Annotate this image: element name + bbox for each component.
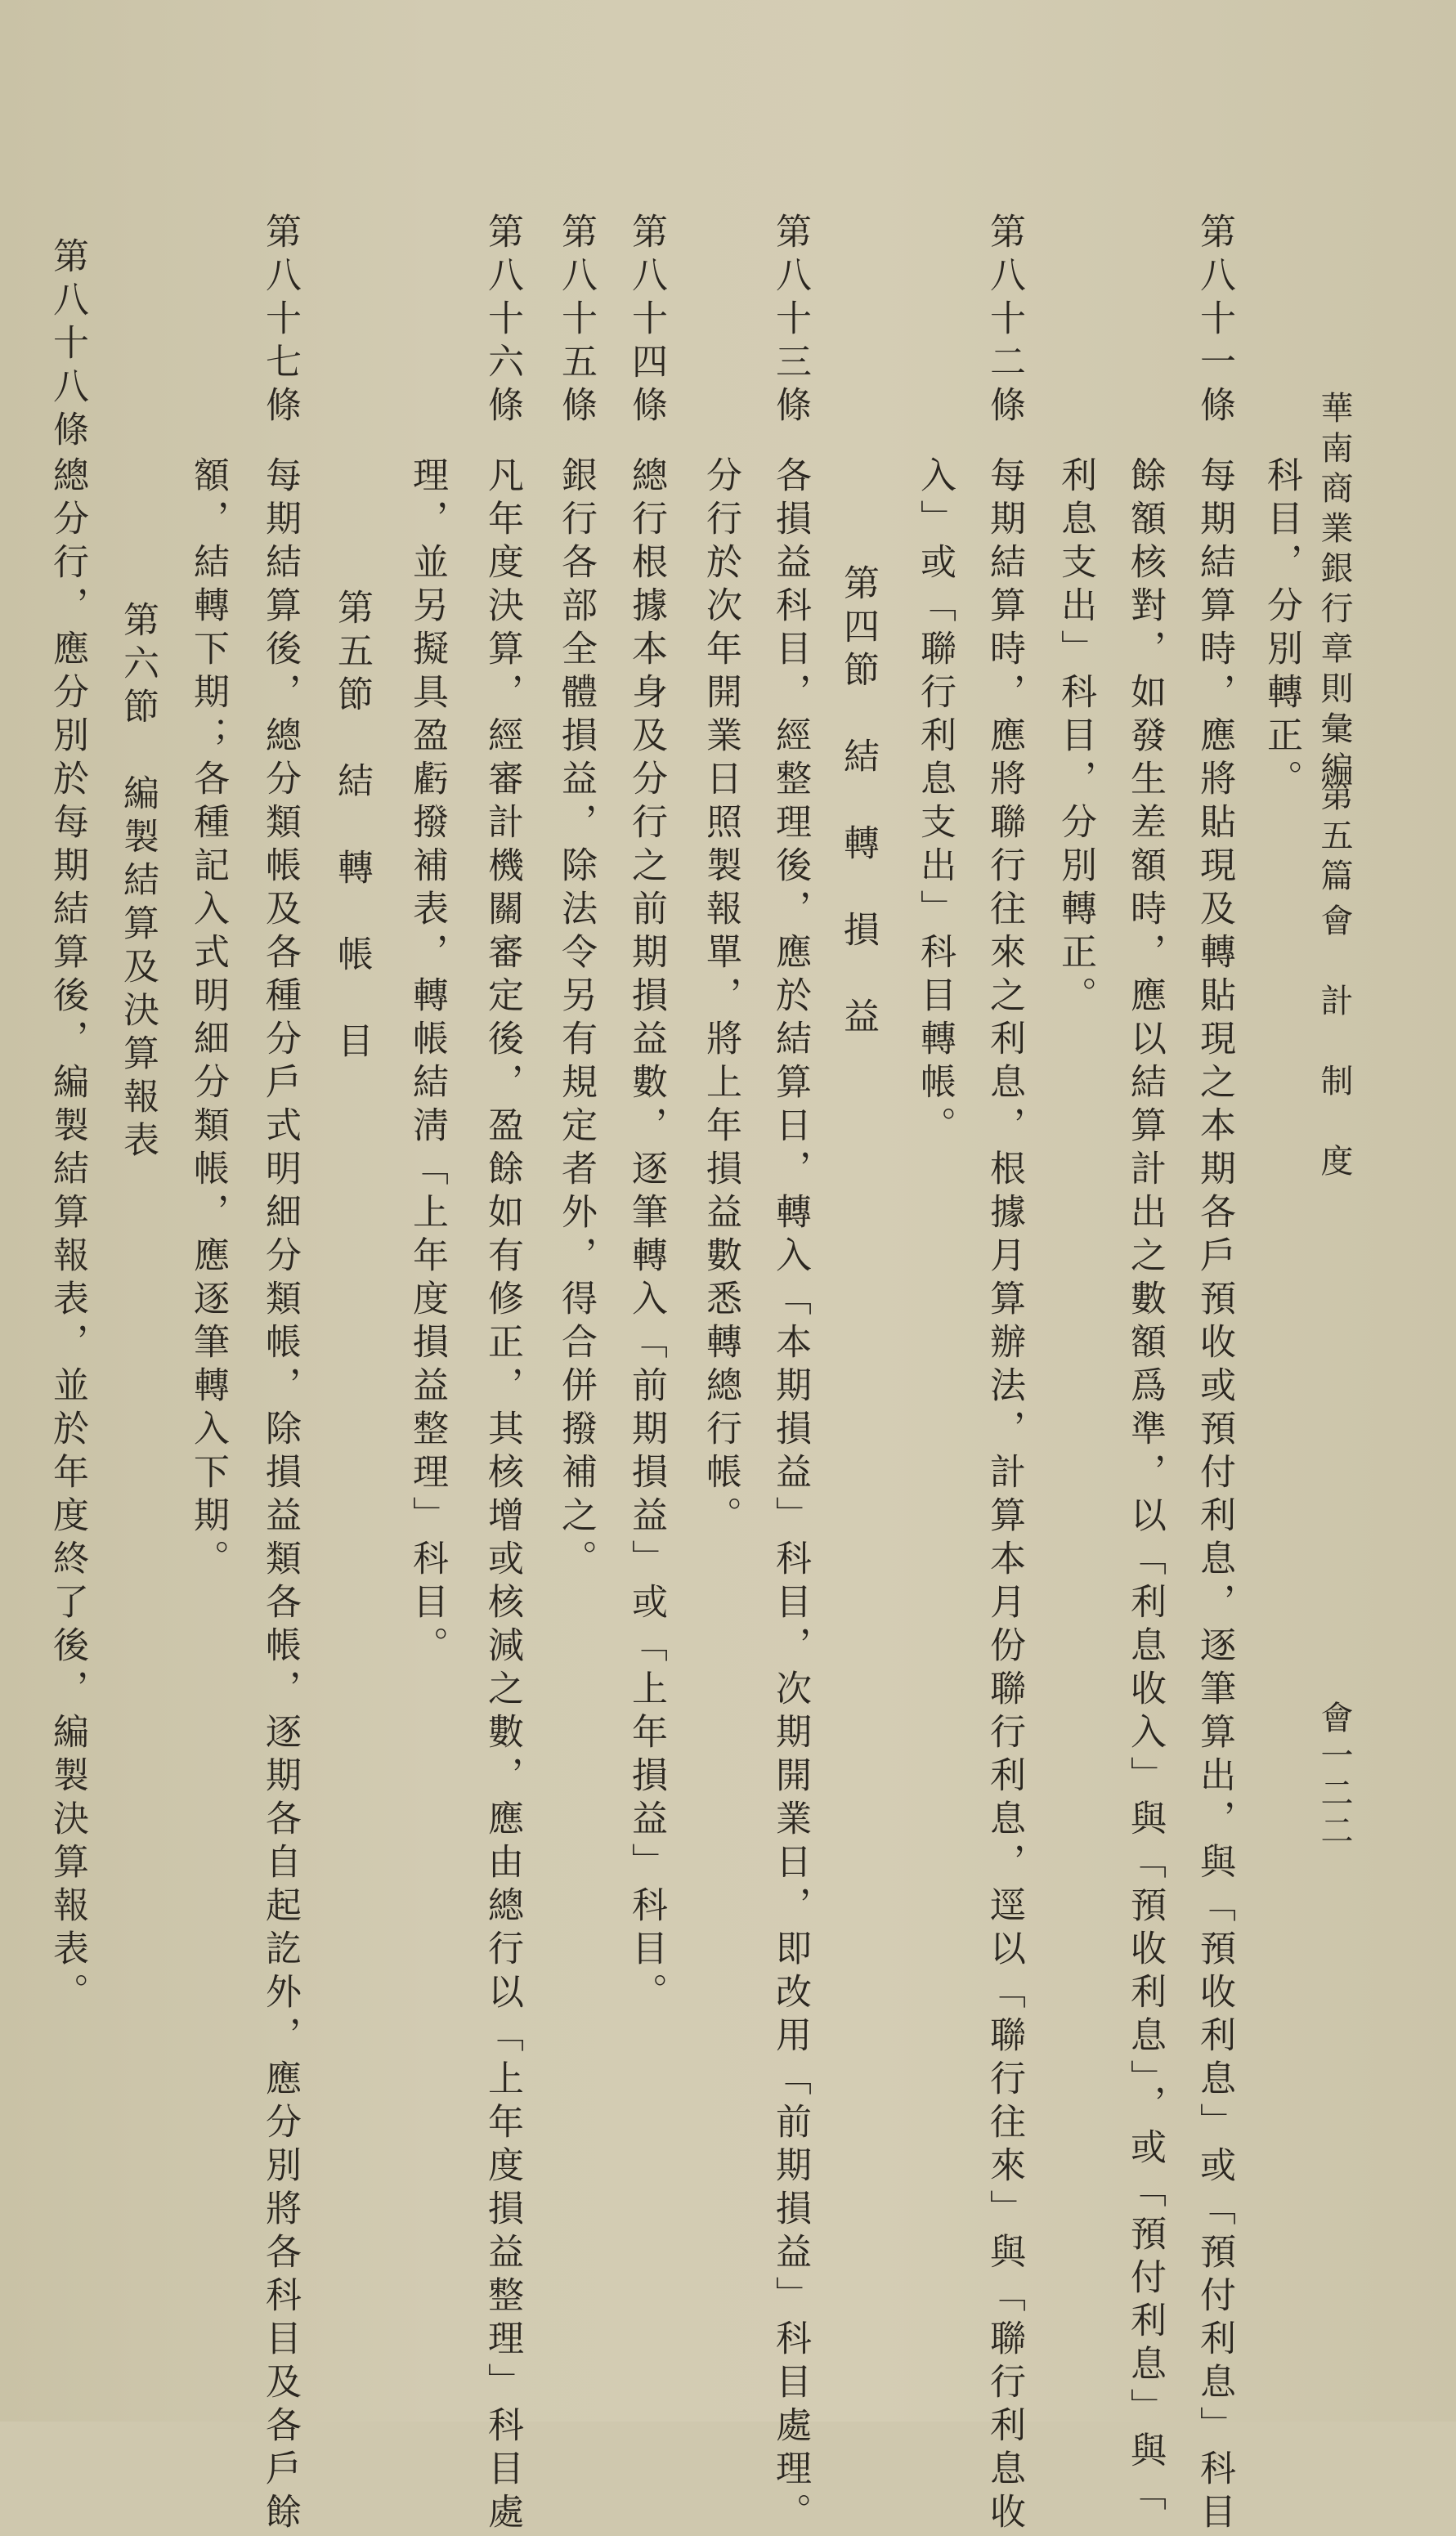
article-number: 第八十五條: [555, 213, 597, 429]
book-title: 華南商業銀行章則彙編: [1315, 391, 1353, 791]
article-body: 每期結算後，總分類帳及各種分戶式明細分類帳，除損益類各帳，逐期各自起訖外，應分別將各科目及各戶餘: [259, 456, 301, 2536]
section-heading: 第四節 結 轉 損 益: [837, 564, 879, 1041]
article-number: 第八十六條: [482, 213, 523, 429]
article-body: 總行根據本身及分行之前期損益數，逐筆轉入「前期損益」或「上年損益」科目。: [625, 456, 667, 2016]
article-number: 第八十四條: [625, 213, 667, 429]
article-body: 利息支出」科目，分別轉正。: [1055, 456, 1096, 1019]
page-number: 會一二二: [1315, 1700, 1353, 1851]
article-body: 凡年度決算，經審計機關審定後，盈餘如有修正，其核增或核減之數，應由總行以「上年度損益整理」科目處: [482, 456, 523, 2536]
section-heading: 第五節 結 轉 帳 目: [331, 589, 373, 1065]
article-body: 額，結轉下期；各種記入式明細分類帳，應逐筆轉入下期。: [187, 456, 229, 1583]
article-body: 每期結算時，應將貼現及轉貼現之本期各戶預收或預付利息，逐筆算出，與「預收利息」或「預付利息」科目: [1194, 456, 1235, 2536]
article-number: 第八十一條: [1194, 213, 1235, 429]
text-column: [1261, 456, 1302, 803]
part-name: 會 計 制 度: [1315, 903, 1353, 1184]
article-body: 餘額核對，如發生差額時，應以結算計出之數額爲準，以「利息收入」與「預收利息」，或「預付利息」與「: [1124, 456, 1166, 2518]
section-heading: 第六節 編製結算及決算報表: [117, 601, 159, 1164]
article-body: 每期結算時，應將聯行往來之利息，根據月算辦法，計算本月份聯行利息，逕以「聯行往來」與「聯行利息收: [983, 456, 1025, 2536]
part-label: 第五篇: [1315, 778, 1353, 898]
article-number: 第八十七條: [259, 213, 301, 429]
article-body: 入」或「聯行利息支出」科目轉帳。: [914, 456, 956, 1149]
article-body: 銀行各部全體損益，除法令另有規定者外，得合併撥補之。: [555, 456, 597, 1583]
body-text: 科目，分別轉正。: [1261, 456, 1302, 803]
article-body: 各損益科目，經整理後，應於結算日，轉入「本期損益」科目，次期開業日，即改用「前期損益」科目處理。: [769, 456, 811, 2536]
article-body: 總分行，應分別於每期結算後，編製結算報表，並於年度終了後，編製決算報表。: [47, 456, 88, 2016]
article-number: 第八十二條: [983, 213, 1025, 429]
article-number: 第八十八條: [47, 237, 88, 454]
article-body: 理，並另擬具盈虧撥補表，轉帳結淸「上年度損益整理」科目。: [406, 456, 448, 1669]
article-body: 分行於次年開業日照製報單，將上年損益數悉轉總行帳。: [700, 456, 741, 1539]
article-number: 第八十三條: [769, 213, 811, 429]
